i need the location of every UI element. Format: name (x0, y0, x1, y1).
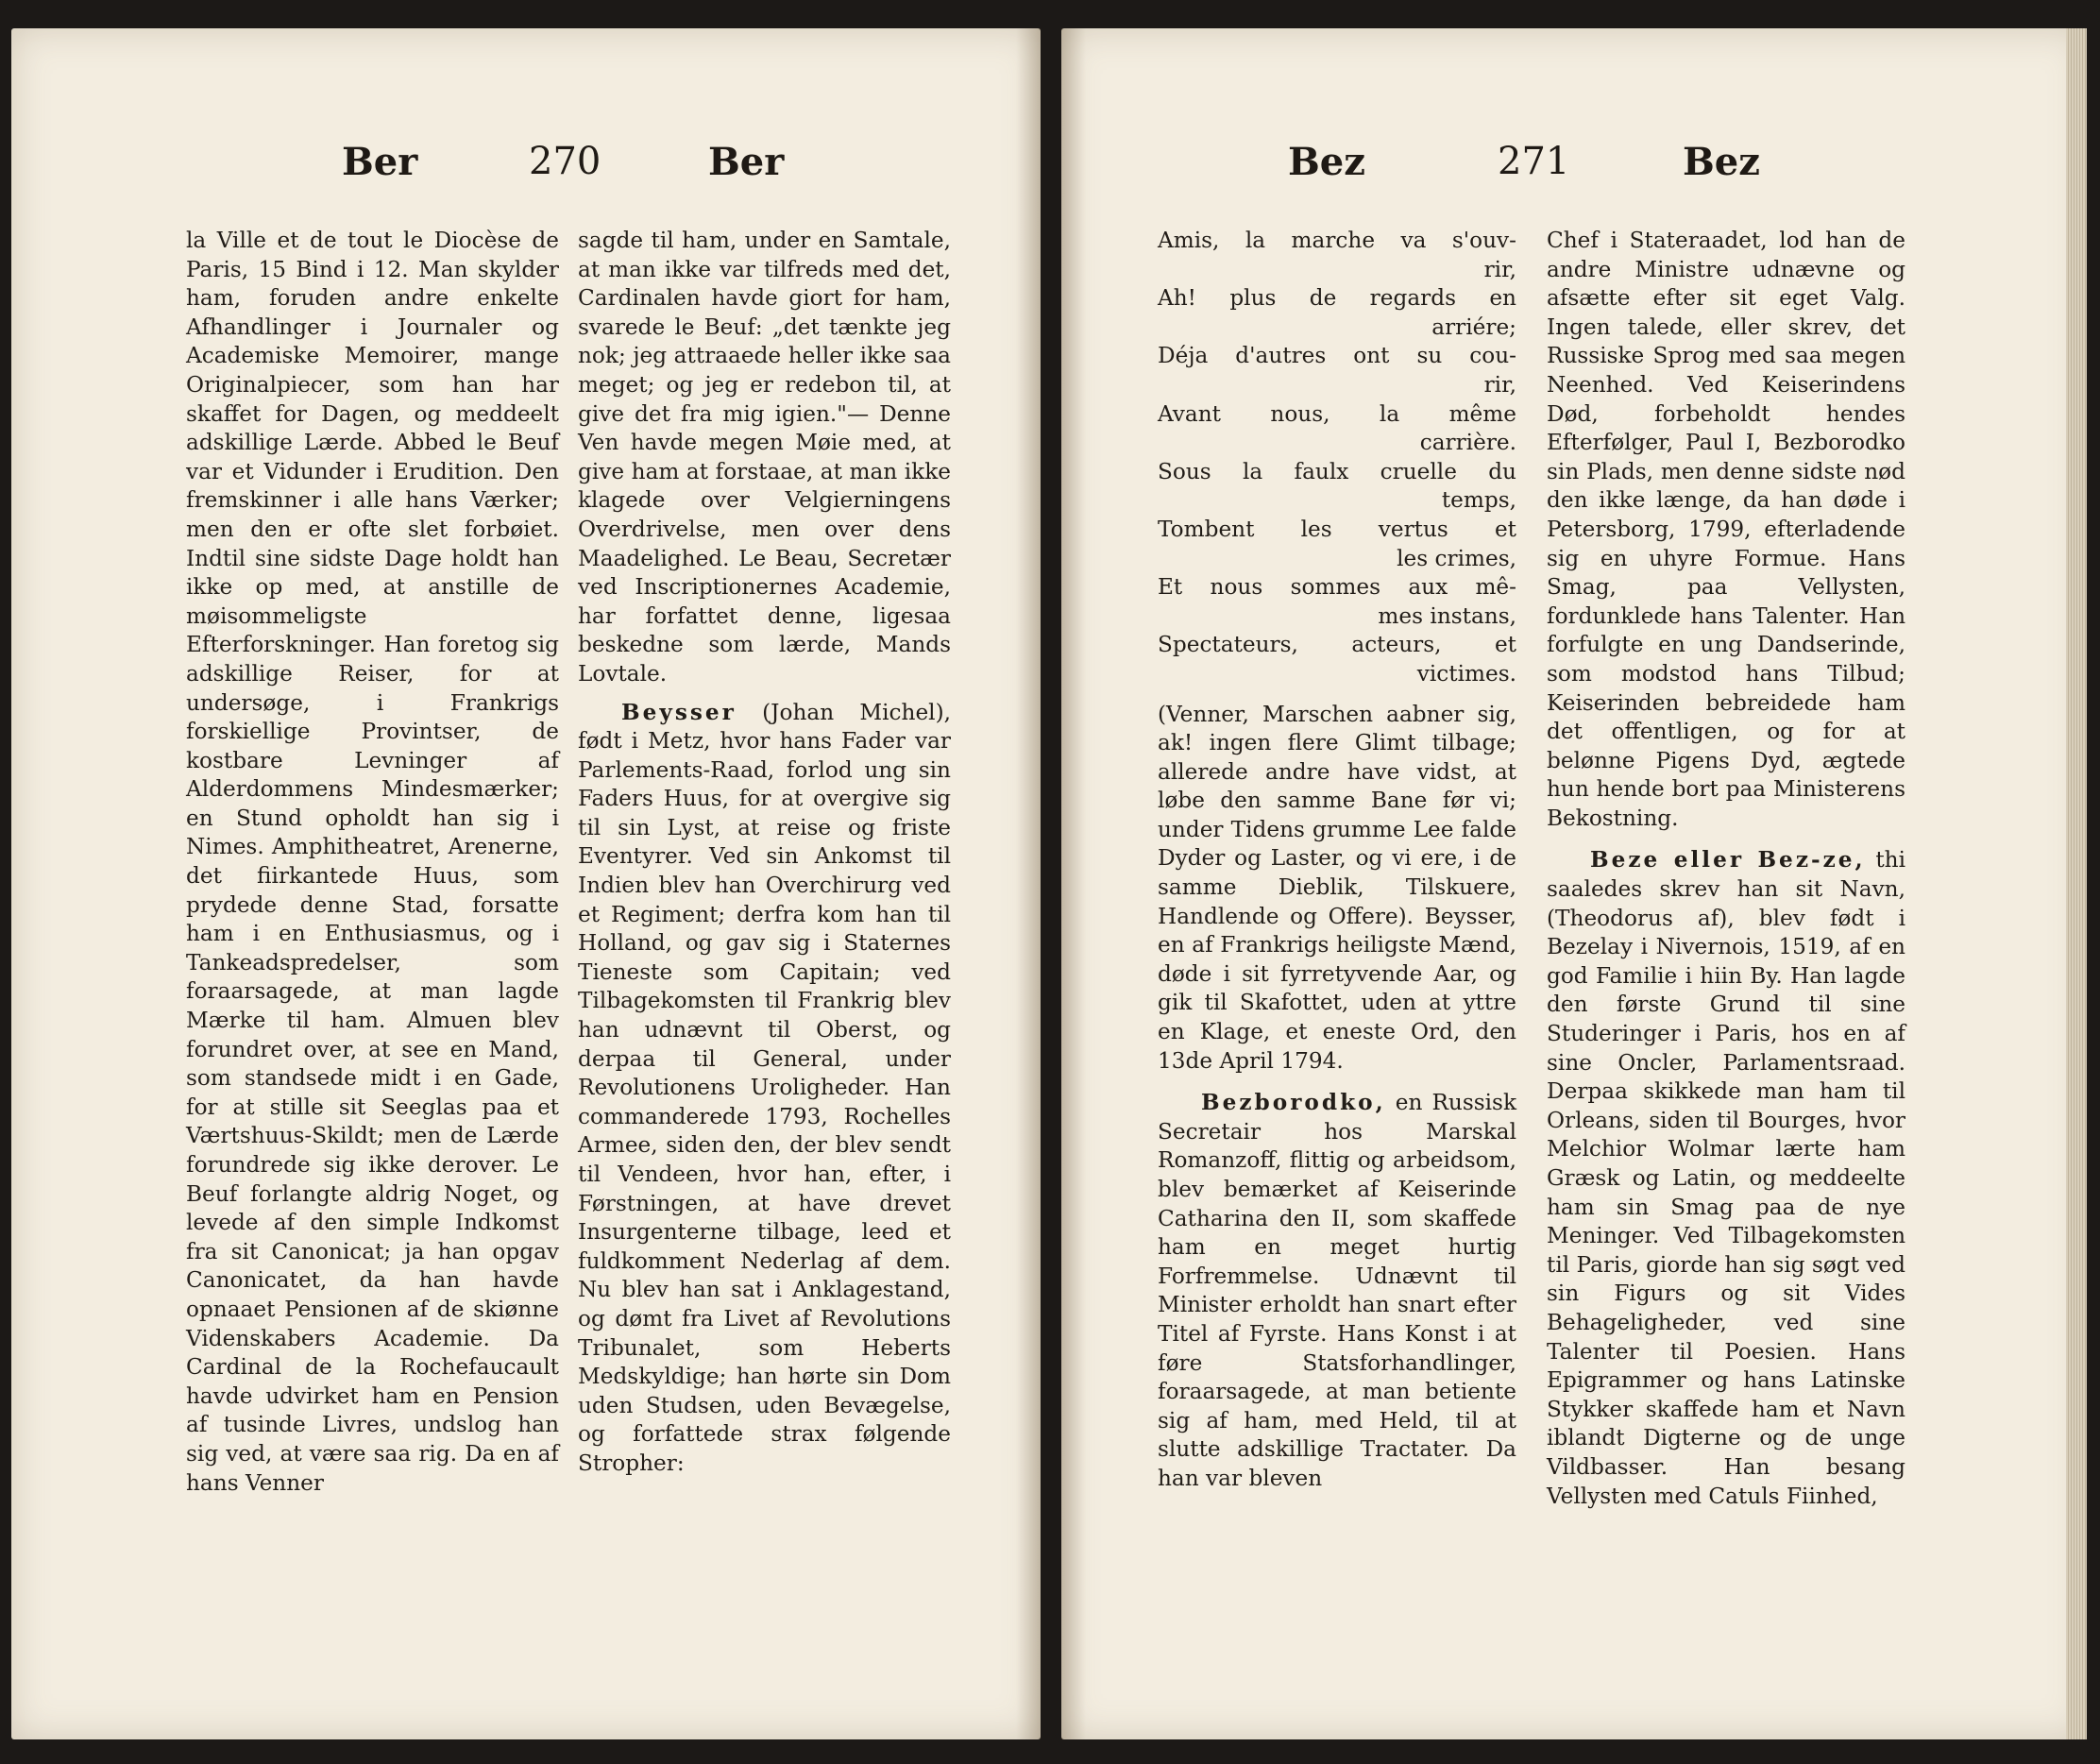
left-page-gutter (1016, 28, 1041, 1739)
right-page-gutter (1061, 28, 1086, 1739)
page-edge-stack (2066, 28, 2087, 1739)
right-column-1 (1158, 227, 1516, 1494)
right-col1-paragraph-1: (Venner, Marschen aabner sig, ak! ingen flere Glimt tilbage; allerede andre have vidst, at løbe den samme Bane før vi; under Tidens grumme Lee falde Dyder og Laster, og vi ere, i de samme Dieblik, Tilskuere, Handlende og Offere). Beysser, en af Frankrigs heiligste Mænd, døde i sit fyrretyvende Aar, og gik til Skafottet, uden at yttre en Klage, et eneste Ord, den 13de April 1794. (1158, 701, 1516, 1074)
verse-line-cont: rir, (1483, 371, 1516, 398)
verse-line: Tombent les vertus et (1158, 516, 1516, 542)
verse-line: Ah! plus de regards en (1158, 285, 1516, 312)
right-page-number: 271 (1498, 140, 1570, 183)
right-col2-paragraph-1: Chef i Stateraadet, lod han de andre Ministre udnævne og afsætte efter sit eget Valg. Ingen talede, eller skrev, det Russiske Sprog med saa megen Neenhed. Ved Keiserindens Død, forbeholdt hendes Efterfølger, Paul I, Bezborodko sin Plads, men denne sidste nød den ikke længe, da han døde i Petersborg, 1799, efterladende sig en uhyre Formue. Hans Smag, paa Vellysten, fordunklede hans Talenter. Han forfulgte en ung Dandserinde, som modstod hans Tilbud; Keiserinden bebreidede ham det offentligen, og for at belønne Pigens Dyd, ægtede hun hende bort paa Ministerens Bekostning. (1547, 228, 1905, 831)
entry-headword-bezborodko: Bezborodko, (1201, 1090, 1386, 1116)
left-col1-text: la Ville et de tout le Diocèse de Paris, 15 Bind i 12. Man skylder ham, foruden andre enkelte Afhandlinger i Journaler og Academiske Memoirer, mange Originalpiecer, som han har skaffet for Dagen, og meddeelt adskillige Lærde. Abbed le Beuf var et Vidunder i Erudition. Den fremskinner i alle hans Værker; men den er ofte slet forbøiet. Indtil sine sidste Dage holdt han ikke op med, at anstille de møisommeligste Efterforskninger. Han foretog sig adskillige Reiser, for at undersøge, i Frankrigs forskiellige Provintser, de kostbare Levninger af Alderdommens Mindesmærker; en Stund opholdt han sig i Nimes. Amphitheatret, Arenerne, det fiirkantede Huus, som prydede denne Stad, forsatte ham i en Enthusiasmus, og i Tankeadspredelser, som foraarsagede, at man lagde Mærke til ham. Almuen blev forundret over, at see en Mand, som standsede midt i en Gade, for at stille sit Seeglas paa et Værtshuus-Skildt; men de Lærde forundrede sig ikke derover. Le Beuf forlangte aldrig Noget, og levede af den simple Indkomst fra sit Canonicat; ja han opgav Canonicatet, da han havde opnaaet Pensionen af de skiønne Videnskabers Academie. Da Cardinal de la Rochefaucault havde udvirket ham en Pension af tusinde Livres, undslog han sig ved, at være saa rig. Da en af hans Venner (186, 228, 559, 1496)
left-col2-paragraph-1: sagde til ham, under en Samtale, at man ikke var tilfreds med det, Cardinalen havde giort for ham, svarede le Beuf: „det tænkte jeg nok; jeg attraaede heller ikke saa meget; og jeg er redebon til, at give det fra mig igien."— Denne Ven havde megen Møie med, at give ham at forstaae, at man ikke klagede over Velgierningens Overdrivelse, men over dens Maadelighed. Le Beau, Secretær ved Inscriptionernes Academie, har forfattet denne, ligesaa beskedne som lærde, Mands Lovtale. (578, 228, 951, 687)
left-column-2 (578, 227, 951, 1479)
entry-headword-beysser: Beysser (621, 699, 737, 725)
verse-line-cont: victimes. (1416, 660, 1516, 687)
verse-line-cont: temps, (1441, 487, 1516, 514)
verse-line: Spectateurs, acteurs, et (1158, 632, 1516, 658)
left-running-head-right: Ber (708, 140, 785, 184)
verse-line-cont: rir, (1483, 256, 1516, 282)
verse-line-cont: les crimes, (1397, 545, 1516, 571)
verse-line: Avant nous, la même (1158, 400, 1516, 427)
verse-line-cont: arriére; (1431, 314, 1516, 340)
entry-text-beze: thi saaledes skrev han sit Navn, (Theodorus af), blev født i Bezelay i Nivernois, 1519, af en god Familie i hiin By. Han lagde den første Grund til sine Studeringer i Paris, hos en af sine Oncler, Parlamentsraad. Derpaa skikkede man ham til Orleans, siden til Bourges, hvor Melchior Wolmar lærte ham Græsk og Latin, og meddeelte ham sin Smag paa de nye Meninger. Ved Tilbagekomsten til Paris, giorde han sig søgt ved sin Figurs og sit Vides Behageligheder, ved sine Talenter til Poesien. Hans Epigrammer og hans Latinske Stykker skaffede ham et Navn iblandt Digterne og de unge Vildbasser. Han besang Vellysten med Catuls Fiinhed, (1547, 847, 1906, 1509)
verse-line-cont: mes instans, (1378, 602, 1516, 629)
verse-line-cont: carrière. (1419, 430, 1516, 456)
entry-beze (1547, 846, 1905, 1511)
verse-line: Déja d'autres ont su cou- (1158, 343, 1516, 369)
entry-bezborodko (1158, 1089, 1516, 1493)
verse-line: Amis, la marche va s'ouv- (1158, 228, 1516, 253)
left-column-1 (186, 227, 559, 1498)
entry-beysser (578, 699, 951, 1479)
verse-line: Et nous sommes aux mê- (1158, 574, 1516, 601)
entry-headword-beze: Beze eller Bez-ze, (1590, 847, 1866, 874)
left-page (11, 28, 1041, 1739)
left-running-head-left: Ber (342, 140, 418, 184)
left-page-number: 270 (529, 140, 601, 183)
right-column-2 (1547, 227, 1905, 1511)
right-running-head-left: Bez (1288, 140, 1365, 184)
right-page (1061, 28, 2087, 1739)
entry-text-beysser: (Johan Michel), født i Metz, hvor hans Fader var Parlements-Raad, forlod ung sin Faders Huus, for at overgive sig til sin Lyst, at reise og friste Eventyrer. Ved sin Ankomst til Indien blev han Overchirurg ved et Regiment; derfra kom han til Holland, og gav sig i Staternes Tieneste som Capitain; ved Tilbagekomsten til Frankrig blev han udnævnt til Oberst, og derpaa til General, under Revolutionens Uroligheder. Han commanderede 1793, Rochelles Armee, siden den, der blev sendt til Vendeen, hvor han, efter, i Førstningen, at have drevet Insurgenterne tilbage, leed et fuldkomment Nederlag af dem. Nu blev han sat i Anklagestand, og dømt fra Livet af Revolutions Tribunalet, som Heberts Medskyldige; han hørte sin Dom uden Studsen, uden Bevægelse, og forfattede strax følgende Stropher: (578, 699, 951, 1476)
verse-line: Sous la faulx cruelle du (1158, 458, 1516, 484)
right-running-head-right: Bez (1683, 140, 1760, 184)
entry-text-bezborodko: en Russisk Secretair hos Marskal Romanzoff, flittig og arbeidsom, blev bemærket af Keiserinde Catharina den II, som skaffede ham en meget hurtig Forfremmelse. Udnævnt til Minister erholdt han snart efter Titel af Fyrste. Hans Konst i at føre Statsforhandlinger, foraarsagede, at man betiente sig af ham, med Held, til at slutte adskillige Tractater. Da han var bleven (1158, 1090, 1516, 1491)
verse-stanza (1158, 227, 1516, 689)
